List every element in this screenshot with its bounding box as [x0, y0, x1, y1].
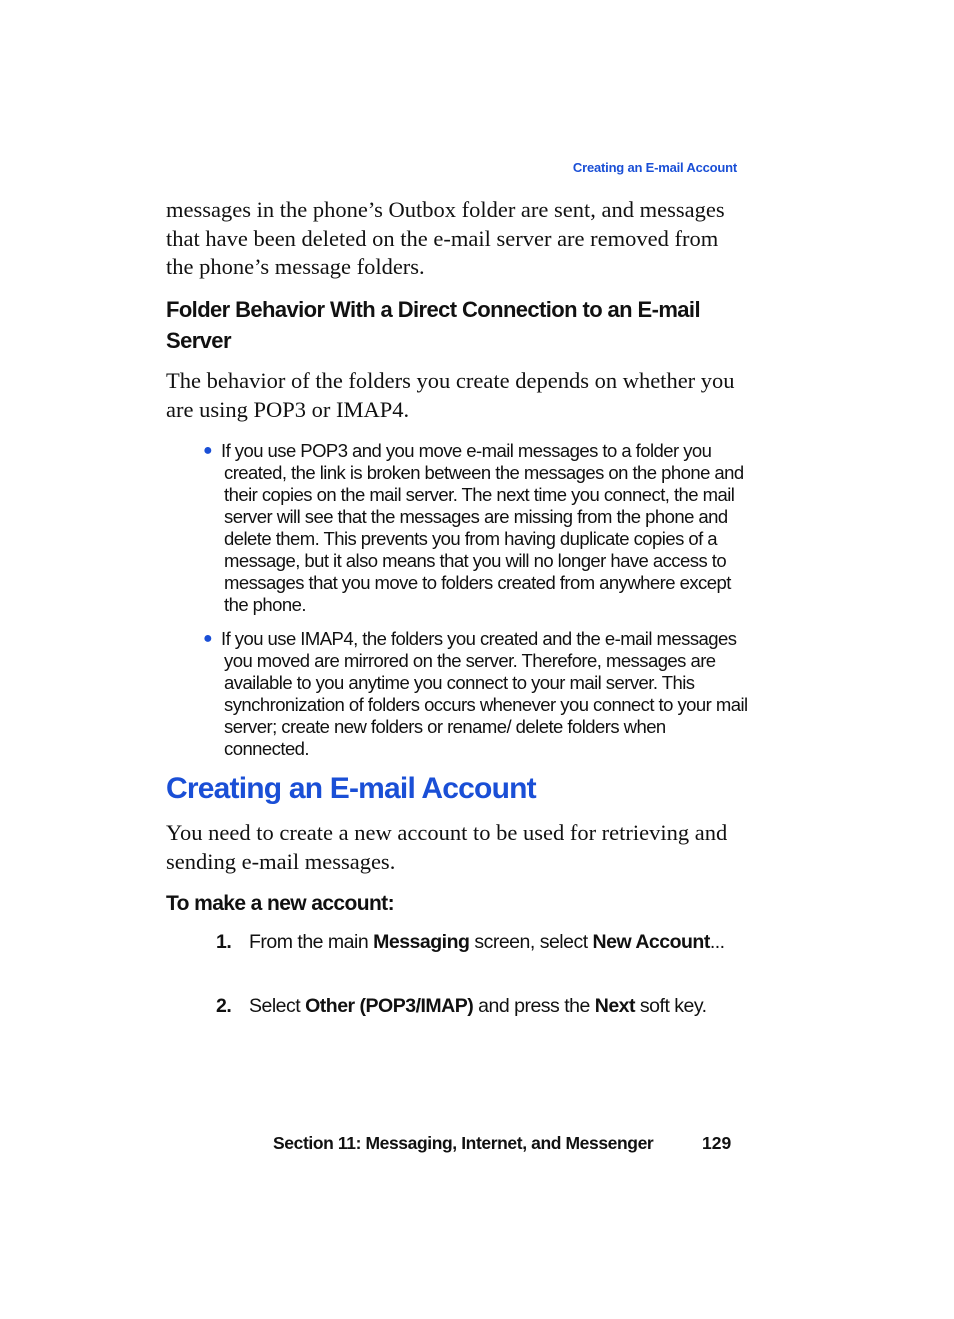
subsection-paragraph: The behavior of the folders you create depends on whether you are using POP3 or IMAP4. [166, 368, 735, 422]
step-number: 2. [216, 995, 232, 1017]
bullet-icon: ● [203, 630, 213, 647]
bullet-icon: ● [203, 442, 213, 459]
step-number: 1. [216, 931, 232, 953]
footer-section-label: Section 11: Messaging, Internet, and Messenger [273, 1133, 654, 1153]
subsection-heading: Folder Behavior With a Direct Connection to an E-mail Server [166, 297, 700, 353]
section-title: Creating an E-mail Account [166, 772, 536, 805]
ui-term-next: Next [594, 995, 636, 1017]
running-head: Creating an E-mail Account [572, 160, 737, 175]
intro-paragraph: messages in the phone’s Outbox folder are sent, and messages that have been deleted on the e-mail server are removed from the phone’s message folders. [166, 197, 725, 279]
procedure-heading: To make a new account: [166, 892, 394, 915]
ui-term-messaging: Messaging [373, 931, 470, 953]
step-2 [216, 992, 736, 1020]
bullet-text: If you use IMAP4, the folders you created and the e-mail messages you moved are mirrored on the server. Therefore, messages are available to you anytime you connect to your mail server. This synchronization of folders occurs whenever you connect to your mail server; create new folders or rename/ delete folders when connected. [221, 628, 748, 759]
step-text: From the main Messaging screen, select New Account... [249, 931, 725, 953]
bullet-text: If you use POP3 and you move e-mail messages to a folder you created, the link is broken between the messages on the phone and their copies on the mail server. The next time you connect, the mail server will see that the messages are missing from the phone and delete them. This prevents you from having duplicate copies of a message, but it also means that you will no longer have access to messages that you move to folders created from anywhere except the phone. [221, 440, 744, 615]
ui-term-new-account: New Account [592, 931, 710, 953]
ui-term-other-pop3-imap: Other (POP3/IMAP) [305, 995, 474, 1017]
step-text: Select Other (POP3/IMAP) and press the Next soft key. [249, 995, 707, 1017]
page-number: 129 [702, 1133, 732, 1153]
step-1 [216, 928, 736, 956]
bullet-item-imap4 [203, 628, 748, 760]
section-paragraph: You need to create a new account to be used for retrieving and sending e-mail messages. [166, 820, 728, 874]
bullet-item-pop3 [203, 440, 748, 616]
